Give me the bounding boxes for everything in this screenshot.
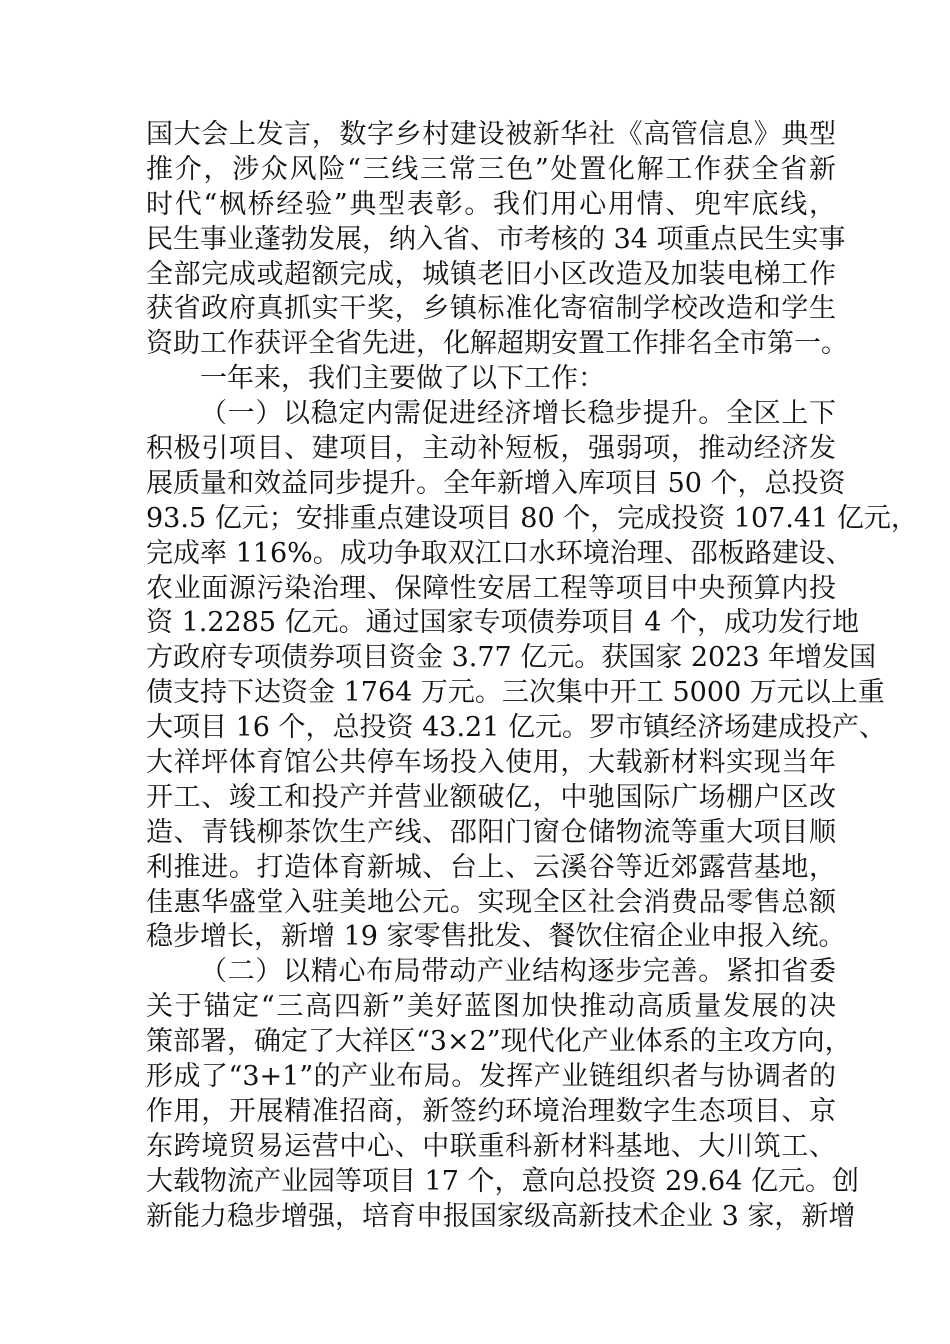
section-heading-line: （二）以精心布局带动产业结构逐步完善。紧扣省委 <box>200 956 836 988</box>
text-line: 国大会上发言，数字乡村建设被新华社《高管信息》典型 <box>146 119 836 150</box>
text-line: 资助工作获评全省先进，化解超期安置工作排名全市第一。 <box>146 328 848 360</box>
text-line: 佳惠华盛堂入驻美地公元。实现全区社会消费品零售总额 <box>146 886 836 918</box>
text-line: 资 1.2285 亿元。通过国家专项债券项目 4 个，成功发行地 <box>146 607 859 639</box>
text-line: 完成率 116%。成功争取双江口水环境治理、邵板路建设、 <box>146 537 853 569</box>
text-line: 民生事业蓬勃发展，纳入省、市考核的 34 项重点民生实事 <box>146 223 846 255</box>
text-line: 推介，涉众风险“三线三常三色”处置化解工作获全省新 <box>146 153 836 185</box>
text-line: 新能力稳步增强，培育申报国家级高新技术企业 3 家，新增 <box>146 1200 856 1232</box>
text-line: 获省政府真抓实干奖，乡镇标准化寄宿制学校改造和学生 <box>146 293 836 325</box>
text-line: 形成了“3+1”的产业布局。发挥产业链组织者与协调者的 <box>146 1061 836 1093</box>
section-heading-line: （一）以稳定内需促进经济增长稳步提升。全区上下 <box>200 398 836 430</box>
text-line: 关于锚定“三高四新”美好蓝图加快推动高质量发展的决 <box>146 991 836 1023</box>
text-line: 积极引项目、建项目，主动补短板，强弱项，推动经济发 <box>146 433 836 465</box>
text-line: 全部完成或超额完成，城镇老旧小区改造及加装电梯工作 <box>146 258 836 290</box>
text-line: 方政府专项债券项目资金 3.77 亿元。获国家 2023 年增发国 <box>146 642 877 674</box>
text-line: 稳步增长，新增 19 家零售批发、餐饮住宿企业申报入统。 <box>146 921 846 953</box>
text-line: 农业面源污染治理、保障性安居工程等项目中央预算内投 <box>146 572 836 604</box>
text-line: 展质量和效益同步提升。全年新增入库项目 50 个，总投资 <box>146 467 846 499</box>
text-line: 大祥坪体育馆公共停车场投入使用，大载新材料实现当年 <box>146 747 836 779</box>
text-line: 开工、竣工和投产并营业额破亿，中驰国际广场棚户区改 <box>146 781 836 813</box>
text-line: 大项目 16 个，总投资 43.21 亿元。罗市镇经济场建成投产、 <box>146 712 886 744</box>
text-line: 债支持下达资金 1764 万元。三次集中开工 5000 万元以上重 <box>146 677 885 709</box>
text-line: 大载物流产业园等项目 17 个，意向总投资 29.64 亿元。创 <box>146 1165 859 1197</box>
text-line: 时代“枫桥经验”典型表彰。我们用心用情、兜牢底线， <box>146 188 836 220</box>
body-text <box>146 118 918 1235</box>
text-line: 作用，开展精准招商，新签约环境治理数字生态项目、京 <box>146 1095 836 1127</box>
text-line: 策部署，确定了大祥区“3×2”现代化产业体系的主攻方向， <box>146 1026 852 1058</box>
text-line: 利推进。打造体育新城、台上、云溪谷等近郊露营基地， <box>146 851 836 883</box>
text-line: 一年来，我们主要做了以下工作： <box>200 363 605 395</box>
text-line: 东跨境贸易运营中心、中联重科新材料基地、大川筑工、 <box>146 1130 836 1162</box>
text-line: 93.5 亿元；安排重点建设项目 80 个，完成投资 107.41 亿元， <box>146 502 918 534</box>
text-line: 造、青钱柳茶饮生产线、邵阳门窗仓储物流等重大项目顺 <box>146 816 836 848</box>
